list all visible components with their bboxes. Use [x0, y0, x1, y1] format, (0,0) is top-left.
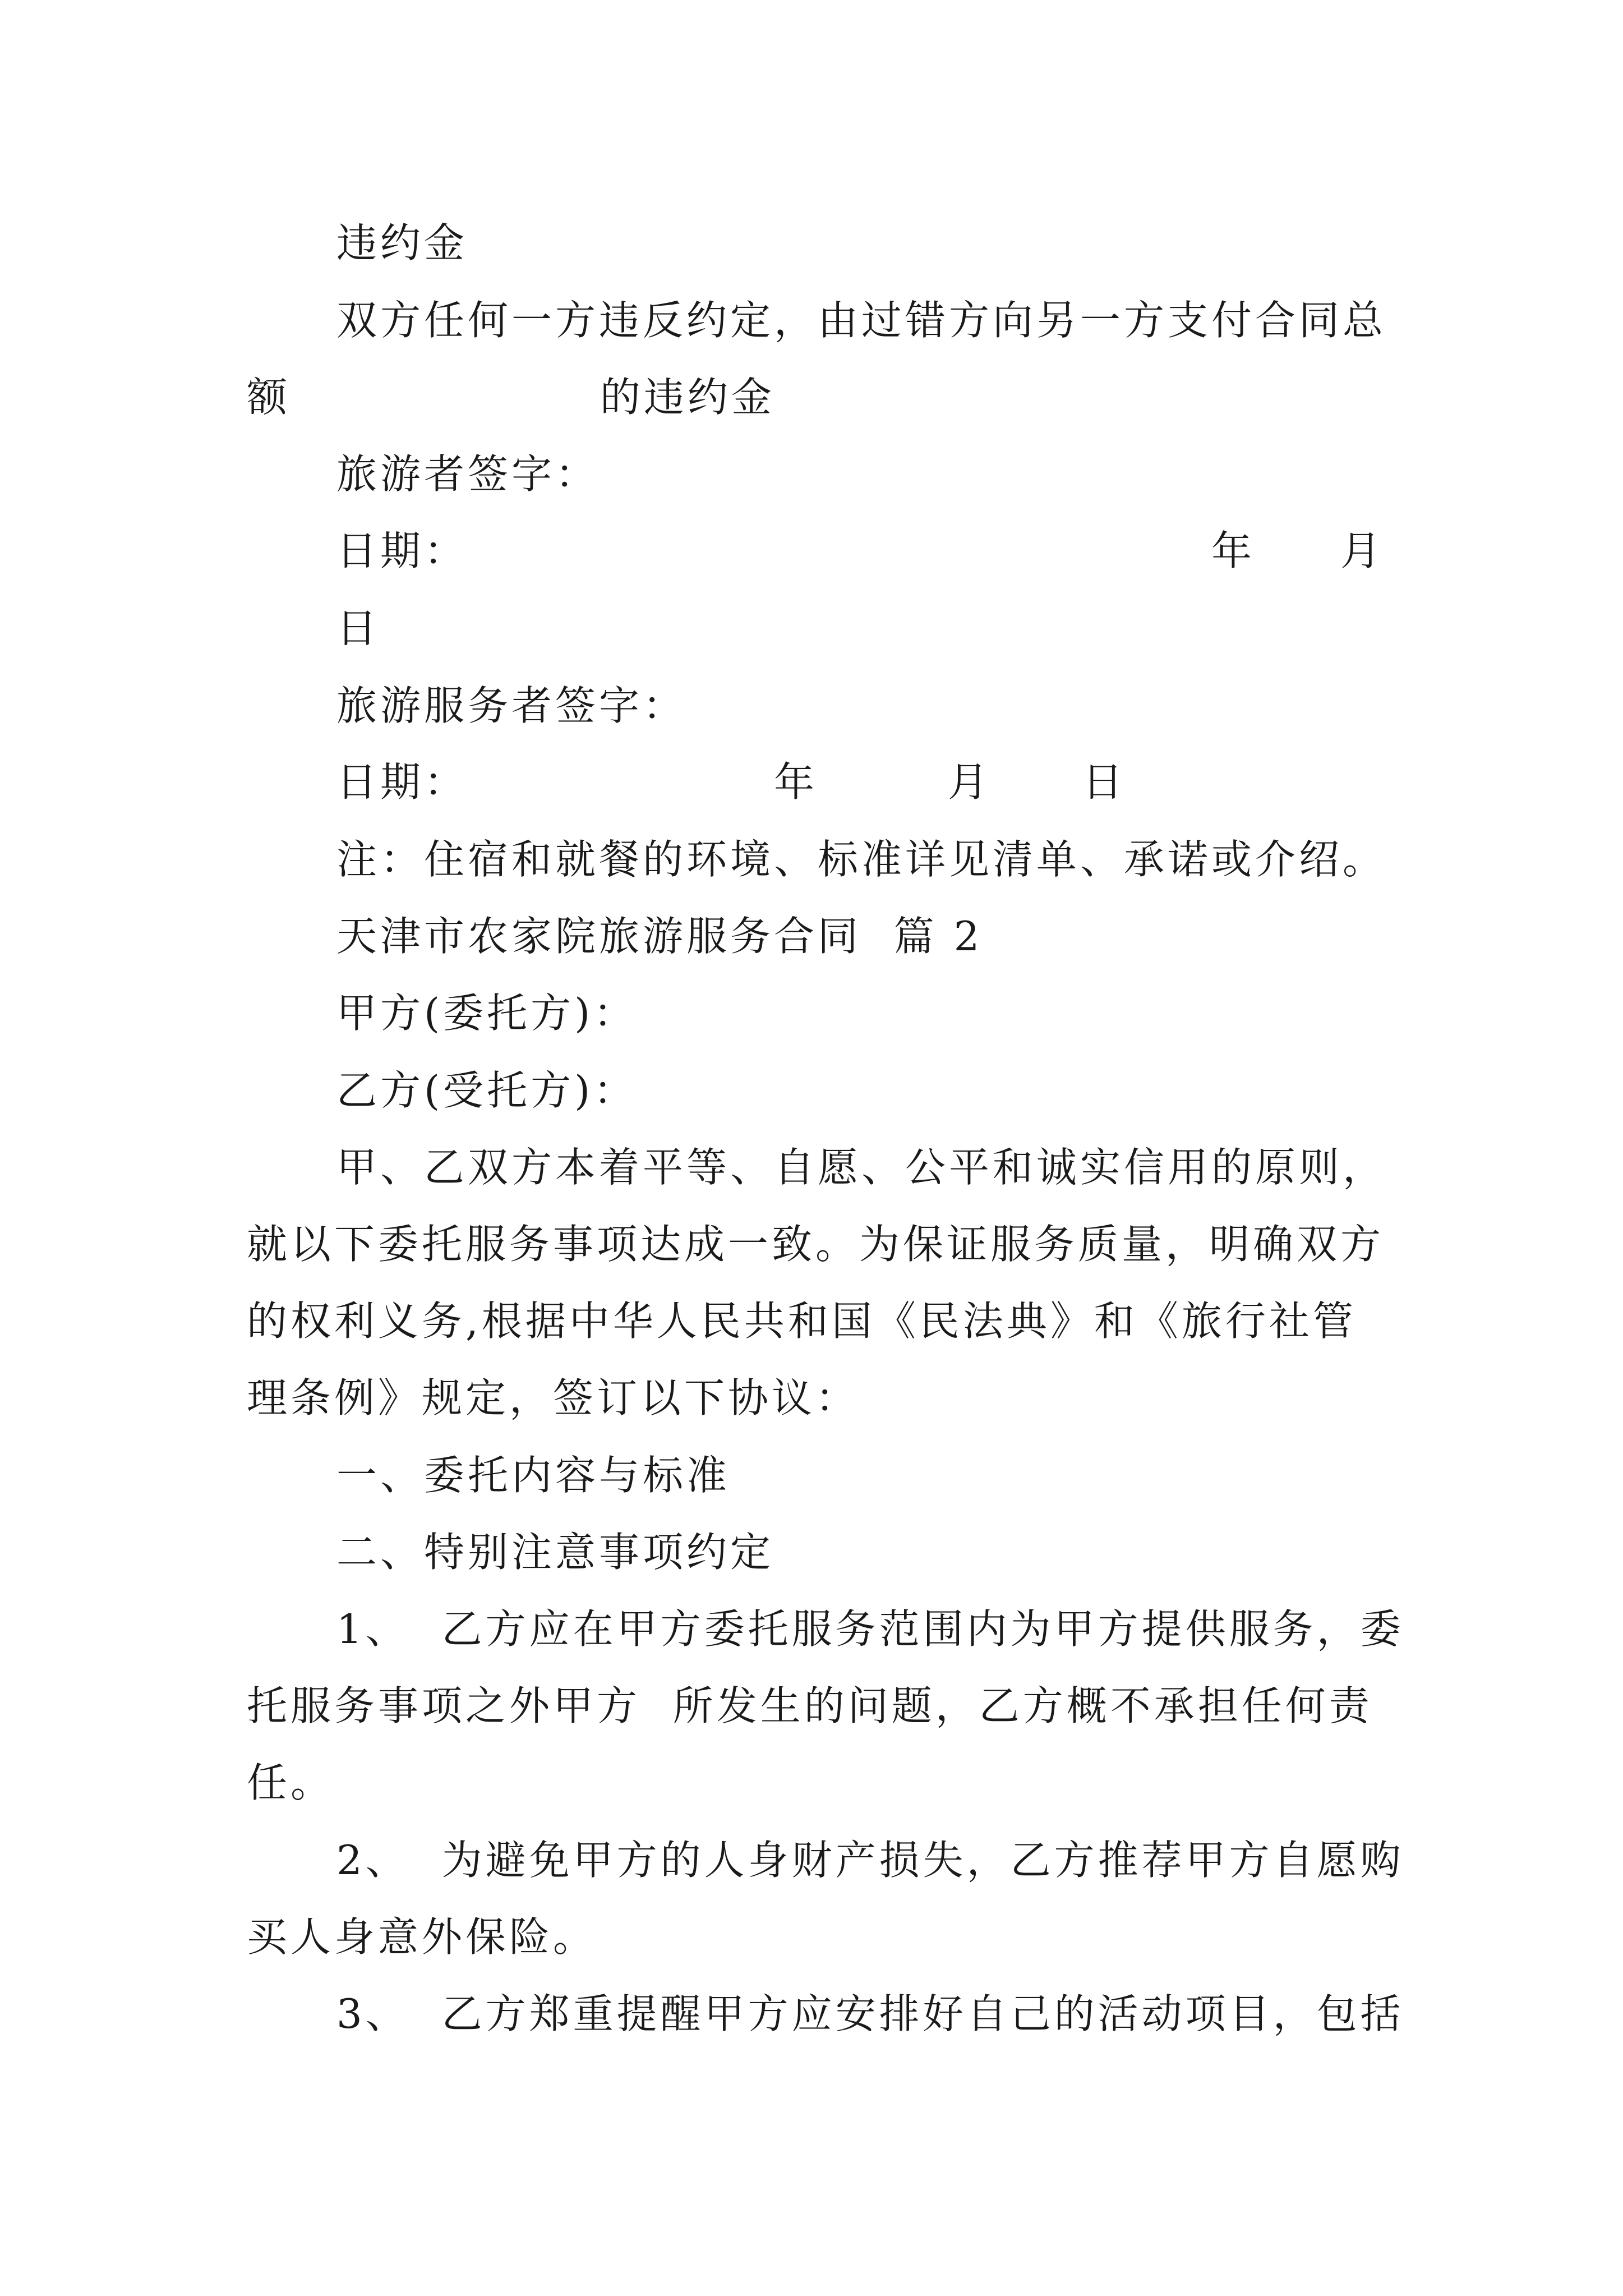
paragraph-line: 的违约金 [600, 374, 776, 421]
clause-heading: 一、委托内容与标准 [336, 1452, 731, 1499]
clause-heading: 二、特别注意事项约定 [336, 1529, 774, 1576]
signature-label-service-provider: 旅游服务者签字： [336, 682, 687, 729]
date-label: 日期： [336, 527, 468, 574]
paragraph-line: 甲、乙双方本着平等、自愿、公平和诚实信用的原则， [336, 1144, 1387, 1191]
paragraph-line: 就以下委托服务事项达成一致。为保证服务质量，明确双方 [247, 1221, 1385, 1268]
signature-label-tourist: 旅游者签字： [336, 450, 600, 498]
date-label: 日期： [336, 758, 468, 806]
date-month: 月 [1340, 527, 1385, 574]
date-day: 日 [336, 605, 381, 652]
party-b-label: 乙方(受托方)： [336, 1067, 638, 1114]
paragraph-line: 的权利义务,根据中华人民共和国《民法典》和《旅行社管 [247, 1297, 1357, 1345]
paragraph-line: 买人身意外保险。 [247, 1913, 597, 1961]
date-year: 年 [1211, 527, 1256, 574]
paragraph-line: 双方任何一方违反约定，由过错方向另一方支付合同总 [336, 297, 1387, 344]
party-a-label: 甲方(委托方)： [336, 990, 638, 1037]
paragraph-line: 2、 为避免甲方的人身财产损失，乙方推荐甲方自愿购 [336, 1837, 1404, 1884]
section-title: 天津市农家院旅游服务合同 篇 2 [336, 913, 983, 960]
paragraph-line: 托服务事项之外甲方 所发生的问题，乙方概不承担任何责 [247, 1682, 1373, 1729]
date-month: 月 [948, 758, 992, 806]
paragraph-line: 3、 乙方郑重提醒甲方应安排好自己的活动项目，包括 [336, 1990, 1404, 2037]
paragraph-line: 任。 [247, 1759, 335, 1806]
paragraph-line: 额 [247, 374, 291, 421]
paragraph-line: 1、 乙方应在甲方委托服务范围内为甲方提供服务，委 [336, 1605, 1404, 1653]
date-day: 日 [1082, 758, 1127, 806]
date-year: 年 [774, 758, 818, 806]
paragraph-line: 理条例》规定，签订以下协议： [247, 1374, 860, 1421]
heading-penalty: 违约金 [336, 219, 468, 266]
note-line: 注：住宿和就餐的环境、标准详见清单、承诺或介绍。 [336, 836, 1387, 883]
